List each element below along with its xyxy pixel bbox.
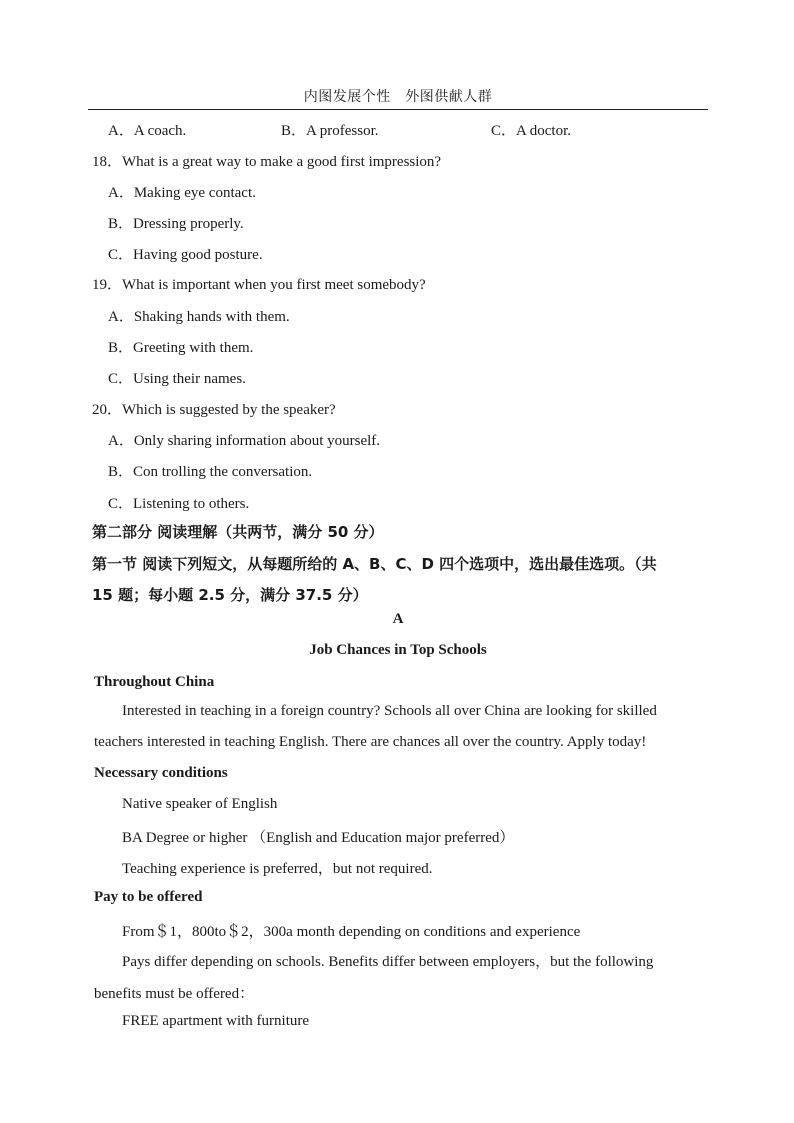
pay-range: From＄1，800to＄2，300a month depending on conditions and experience xyxy=(122,924,581,940)
q19-option-c: C．Using their names. xyxy=(108,371,246,387)
q20-option-b: B．Con trolling the conversation. xyxy=(108,464,313,480)
page-header: 内图发展个性 外图供献人群 xyxy=(88,86,708,110)
q18-stem: 18．What is a great way to make a good first impression? xyxy=(92,154,442,170)
q19-option-a: A．Shaking hands with them. xyxy=(108,309,290,325)
benefit-1: FREE apartment with furniture xyxy=(122,1013,310,1029)
q17-option-a: A．A coach. xyxy=(108,123,187,139)
condition-2: BA Degree or higher （English and Education major preferred） xyxy=(122,830,515,846)
q18-option-a: A．Making eye contact. xyxy=(108,185,256,201)
heading-pay: Pay to be offered xyxy=(94,889,203,905)
q20-stem: 20．Which is suggested by the speaker? xyxy=(92,402,336,418)
q20-option-c: C．Listening to others. xyxy=(108,496,250,512)
paragraph1-line1: Interested in teaching in a foreign country? Schools all over China are looking for skilled xyxy=(122,703,657,719)
section2-title: 第二部分 阅读理解（共两节，满分 50 分） xyxy=(92,523,384,541)
condition-1: Native speaker of English xyxy=(122,796,278,812)
paragraph1-line2: teachers interested in teaching English. There are chances all over the country. Apply today! xyxy=(94,734,647,750)
q18-option-b: B．Dressing properly. xyxy=(108,216,244,232)
passage-title: Job Chances in Top Schools xyxy=(309,642,487,658)
q18-option-c: C．Having good posture. xyxy=(108,247,263,263)
passage-letter: A xyxy=(392,611,404,627)
q17-option-b: B．A professor. xyxy=(281,123,379,139)
section2-instruction-line1: 第一节 阅读下列短文，从每题所给的 A、B、C、D 四个选项中，选出最佳选项。（共 xyxy=(92,555,657,573)
pay-detail-line2: benefits must be offered： xyxy=(94,986,255,1002)
condition-3: Teaching experience is preferred，but not required. xyxy=(122,861,433,877)
pay-detail-line1: Pays differ depending on schools. Benefits differ between employers，but the following xyxy=(122,954,654,970)
heading-necessary-conditions: Necessary conditions xyxy=(94,765,228,781)
section2-instruction-line2: 15 题；每小题 2.5 分，满分 37.5 分） xyxy=(92,586,368,604)
heading-throughout-china: Throughout China xyxy=(94,674,215,690)
q19-stem: 19．What is important when you first meet somebody? xyxy=(92,277,426,293)
q17-option-c: C．A doctor. xyxy=(491,123,572,139)
q19-option-b: B．Greeting with them. xyxy=(108,340,254,356)
q20-option-a: A．Only sharing information about yourself. xyxy=(108,433,381,449)
